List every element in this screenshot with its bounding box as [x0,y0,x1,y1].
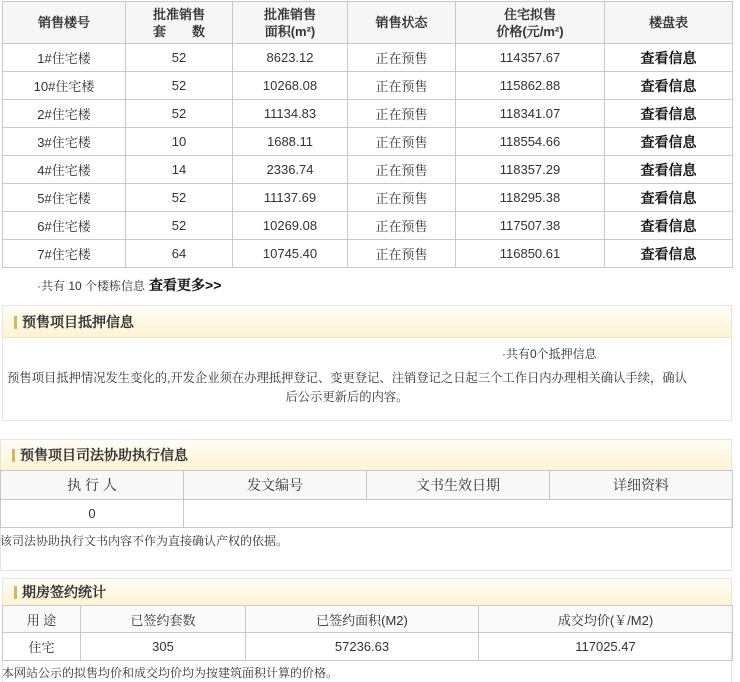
view-info-link[interactable]: 查看信息 [640,245,697,262]
buildings-summary [37,275,221,295]
proposed-price: 116850.61 [456,240,605,268]
building-row [3,184,733,212]
document-number-header: 发文编号 [184,471,367,500]
executor-cell: 0 [1,500,184,528]
average-price-header: 成交均价(￥/M2) [479,606,733,633]
signed-units-cell: 305 [81,633,246,661]
approved-units: 14 [126,156,233,184]
sales-status: 正在预售 [348,128,456,156]
building-number: 2#住宅楼 [3,100,126,128]
price-notice: 本网站公示的拟售均价和成交均价均为按建筑面积计算的价格。 [2,666,339,680]
approved-units: 52 [126,184,233,212]
contract-section-header [3,579,731,606]
mortgage-count-text: ·共有0个抵押信息 [502,347,597,361]
approved-units-header [126,2,233,44]
view-info-link[interactable]: 查看信息 [640,77,697,94]
approved-area: 10745.40 [233,240,348,268]
mortgage-section-title: 预售项目抵押信息 [22,314,134,330]
approved-area: 2336.74 [233,156,348,184]
use-header: 用 途 [3,606,81,633]
view-info-link[interactable]: 查看信息 [640,161,697,178]
contract-table [2,605,733,661]
building-row [3,72,733,100]
contract-section-title: 期房签约统计 [22,584,106,600]
sales-status: 正在预售 [348,240,456,268]
sales-status-header: 销售状态 [348,2,456,44]
building-row [3,44,733,72]
building-row [3,240,733,268]
view-info-link[interactable]: 查看信息 [640,189,697,206]
floor-plan-cell [605,240,733,268]
approved-area: 11137.69 [233,184,348,212]
building-number: 10#住宅楼 [3,72,126,100]
judicial-section-header [1,440,731,471]
proposed-price: 118554.66 [456,128,605,156]
judicial-table [0,470,733,528]
sales-status: 正在预售 [348,212,456,240]
building-number: 3#住宅楼 [3,128,126,156]
building-number: 6#住宅楼 [3,212,126,240]
approved-area-header [233,2,348,44]
signed-area-header: 已签约面积(M2) [246,606,479,633]
judicial-notice: 该司法协助执行文书内容不作为直接确认产权的依据。 [0,534,289,548]
approved-units-header-line2: 套 数 [152,23,205,39]
executor-header: 执 行 人 [1,471,184,500]
building-row [3,128,733,156]
floor-plan-cell [605,72,733,100]
judicial-empty-cell [184,500,733,528]
sales-status: 正在预售 [348,100,456,128]
floor-plan-cell [605,156,733,184]
proposed-price: 114357.67 [456,44,605,72]
mortgage-section [2,305,732,421]
approved-units: 64 [126,240,233,268]
section-accent-bar [14,316,17,329]
approved-units-header-line1: 批准销售 [152,6,205,22]
approved-area: 10268.08 [233,72,348,100]
signed-units-header: 已签约套数 [81,606,246,633]
judicial-row [1,500,733,528]
proposed-price: 117507.38 [456,212,605,240]
proposed-price-header-line1: 住宅拟售 [503,6,556,22]
approved-area: 10269.08 [233,212,348,240]
contract-table-header-row [3,606,733,633]
building-row [3,156,733,184]
buildings-table [2,1,733,268]
building-number: 1#住宅楼 [3,44,126,72]
view-info-link[interactable]: 查看信息 [640,105,697,122]
floor-plan-cell [605,100,733,128]
view-more-link[interactable]: 查看更多>> [149,277,222,293]
approved-area-header-line2: 面积(m²) [264,23,316,39]
proposed-price: 115862.88 [456,72,605,100]
floor-plan-header: 楼盘表 [605,2,733,44]
approved-area: 8623.12 [233,44,348,72]
approved-units: 52 [126,44,233,72]
approved-area: 1688.11 [233,128,348,156]
building-row [3,100,733,128]
sales-status: 正在预售 [348,72,456,100]
mortgage-section-header [3,306,731,338]
building-number: 4#住宅楼 [3,156,126,184]
judicial-section [0,439,732,571]
view-info-link[interactable]: 查看信息 [640,133,697,150]
building-row [3,212,733,240]
approved-units: 52 [126,100,233,128]
sales-status: 正在预售 [348,44,456,72]
floor-plan-cell [605,212,733,240]
details-header: 详细资料 [550,471,733,500]
signed-area-cell: 57236.63 [246,633,479,661]
proposed-price: 118341.07 [456,100,605,128]
proposed-price-header-line2: 价格(元/m²) [496,23,564,39]
approved-area: 11134.83 [233,100,348,128]
floor-plan-cell [605,128,733,156]
building-number: 5#住宅楼 [3,184,126,212]
judicial-section-title: 预售项目司法协助执行信息 [20,447,188,463]
approved-units: 52 [126,72,233,100]
view-info-link[interactable]: 查看信息 [640,49,697,66]
floor-plan-cell [605,184,733,212]
approved-units: 52 [126,212,233,240]
buildings-table-header-row [3,2,733,44]
proposed-price: 118295.38 [456,184,605,212]
proposed-price-header [456,2,605,44]
sales-status: 正在预售 [348,184,456,212]
proposed-price: 118357.29 [456,156,605,184]
building-number-header: 销售楼号 [3,2,126,44]
buildings-count-text: ·共有 10 个楼栋信息 [37,279,146,293]
sales-status: 正在预售 [348,156,456,184]
approved-area-header-line1: 批准销售 [263,6,316,22]
contract-section [2,578,732,682]
mortgage-notice: 预售项目抵押情况发生变化的,开发企业须在办理抵押登记、变更登记、注销登记之日起三个工作日内办理相关确认手续，确认后公示更新后的内容。 [7,371,687,404]
judicial-table-header-row [1,471,733,500]
section-accent-bar [12,449,15,462]
section-accent-bar [14,586,17,599]
floor-plan-cell [605,44,733,72]
contract-row [3,633,733,661]
approved-units: 10 [126,128,233,156]
effective-date-header: 文书生效日期 [367,471,550,500]
view-info-link[interactable]: 查看信息 [640,217,697,234]
building-number: 7#住宅楼 [3,240,126,268]
average-price-cell: 117025.47 [479,633,733,661]
use-cell: 住宅 [3,633,81,661]
